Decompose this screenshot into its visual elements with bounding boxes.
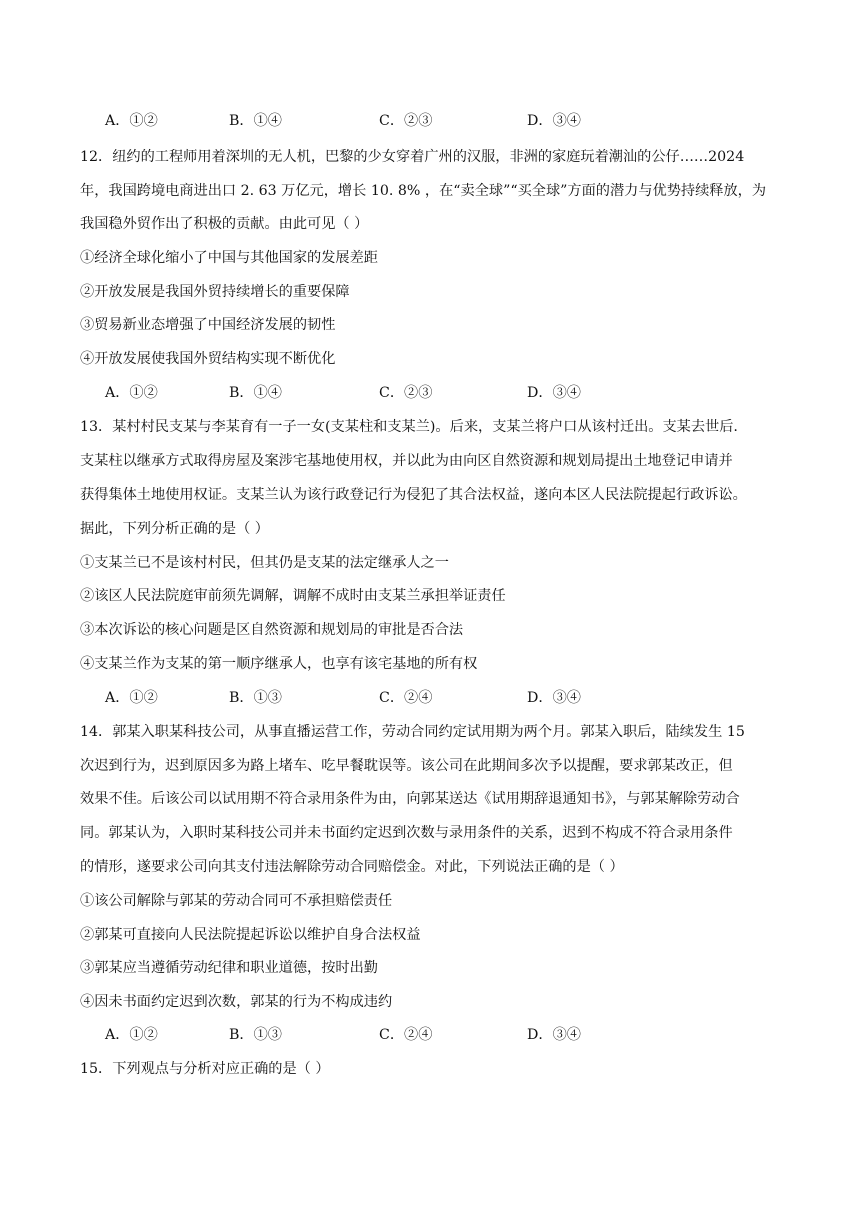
q12-option-c: C．②③ [379,385,433,401]
q11-option-b: B．①④ [229,113,282,129]
q14-statement-3: ③郭某应当遵循劳动纪律和职业道德，按时出勤 [80,960,378,976]
q11-option-c: C．②③ [379,113,433,129]
q12-statement-3: ③贸易新业态增强了中国经济发展的韧性 [80,317,336,333]
q14-stem-line-1: 14．郭某入职某科技公司，从事直播运营工作，劳动合同约定试用期为两个月。郭某入职后，陆续发生 15 [80,724,745,740]
q14-option-c: C．②④ [379,1027,433,1043]
q14-stem-line-2: 次迟到行为，迟到原因多为路上堵车、吃早餐耽误等。该公司在此期间多次予以提醒，要求郭某改正，但 [80,758,733,774]
q13-options [105,688,805,708]
q13-stem-line-2: 支某柱以继承方式取得房屋及案涉宅基地使用权，并以此为由向区自然资源和规划局提出土地登记申请并 [80,453,733,469]
q14-stem-line-4: 同。郭某认为，入职时某科技公司并未书面约定迟到次数与录用条件的关系，迟到不构成不符合录用条件 [80,825,733,841]
q14-statement-2: ②郭某可直接向人民法院提起诉讼以维护自身合法权益 [80,927,421,943]
q13-statement-3: ③本次诉讼的核心问题是区自然资源和规划局的审批是否合法 [80,622,464,638]
q14-option-b: B．①③ [229,1027,282,1043]
q13-option-d: D．③④ [527,690,581,706]
q13-option-c: C．②④ [379,690,433,706]
q13-stem-line-4: 据此，下列分析正确的是（ ） [80,521,269,537]
q13-option-a: A．①② [105,690,158,706]
q13-statement-2: ②该区人民法院庭审前须先调解，调解不成时由支某兰承担举证责任 [80,588,506,604]
q14-option-a: A．①② [105,1027,158,1043]
q12-option-b: B．①④ [229,385,282,401]
q12-option-a: A．①② [105,385,158,401]
q12-statement-1: ①经济全球化缩小了中国与其他国家的发展差距 [80,250,378,266]
q14-stem-line-5: 的情形，遂要求公司向其支付违法解除劳动合同赔偿金。对此，下列说法正确的是（ ） [80,859,624,875]
q12-stem-line-3: 我国稳外贸作出了积极的贡献。由此可见（ ） [80,216,369,232]
q11-option-d: D．③④ [527,113,581,129]
q12-stem-line-2: 年，我国跨境电商进出口 2. 63 万亿元，增长 10. 8% ，在“卖全球”“买全球”方面的潜力与优势持续释放，为 [80,183,767,199]
q12-statement-2: ②开放发展是我国外贸持续增长的重要保障 [80,284,350,300]
q14-statement-4: ④因未书面约定迟到次数，郭某的行为不构成违约 [80,994,393,1010]
q14-stem-line-3: 效果不佳。后该公司以试用期不符合录用条件为由，向郭某送达《试用期辞退通知书》，与郭某解除劳动合 [80,791,740,807]
q12-stem-line-1: 12．纽约的工程师用着深圳的无人机，巴黎的少女穿着广州的汉服，非洲的家庭玩着潮汕的公仔……2024 [80,149,745,165]
q13-stem-line-3: 获得集体土地使用权证。支某兰认为该行政登记行为侵犯了其合法权益，遂向本区人民法院提起行政诉讼。 [80,487,747,503]
q12-option-d: D．③④ [527,385,581,401]
q14-option-d: D．③④ [527,1027,581,1043]
q11-options [105,111,805,131]
q11-option-a: A．①② [105,113,158,129]
q14-options [105,1025,805,1045]
q12-options [105,383,805,403]
q12-statement-4: ④开放发展使我国外贸结构实现不断优化 [80,351,336,367]
q13-option-b: B．①③ [229,690,282,706]
q13-statement-1: ①支某兰已不是该村村民，但其仍是支某的法定继承人之一 [80,555,449,571]
q14-statement-1: ①该公司解除与郭某的劳动合同可不承担赔偿责任 [80,893,393,909]
q13-statement-4: ④支某兰作为支某的第一顺序继承人，也享有该宅基地的所有权 [80,656,478,672]
q15-stem-line-1: 15．下列观点与分析对应正确的是（ ） [80,1061,330,1077]
q13-stem-line-1: 13．某村村民支某与李某育有一子一女(支某柱和支某兰)。后来，支某兰将户口从该村迁出。支某去世后. [80,419,738,435]
